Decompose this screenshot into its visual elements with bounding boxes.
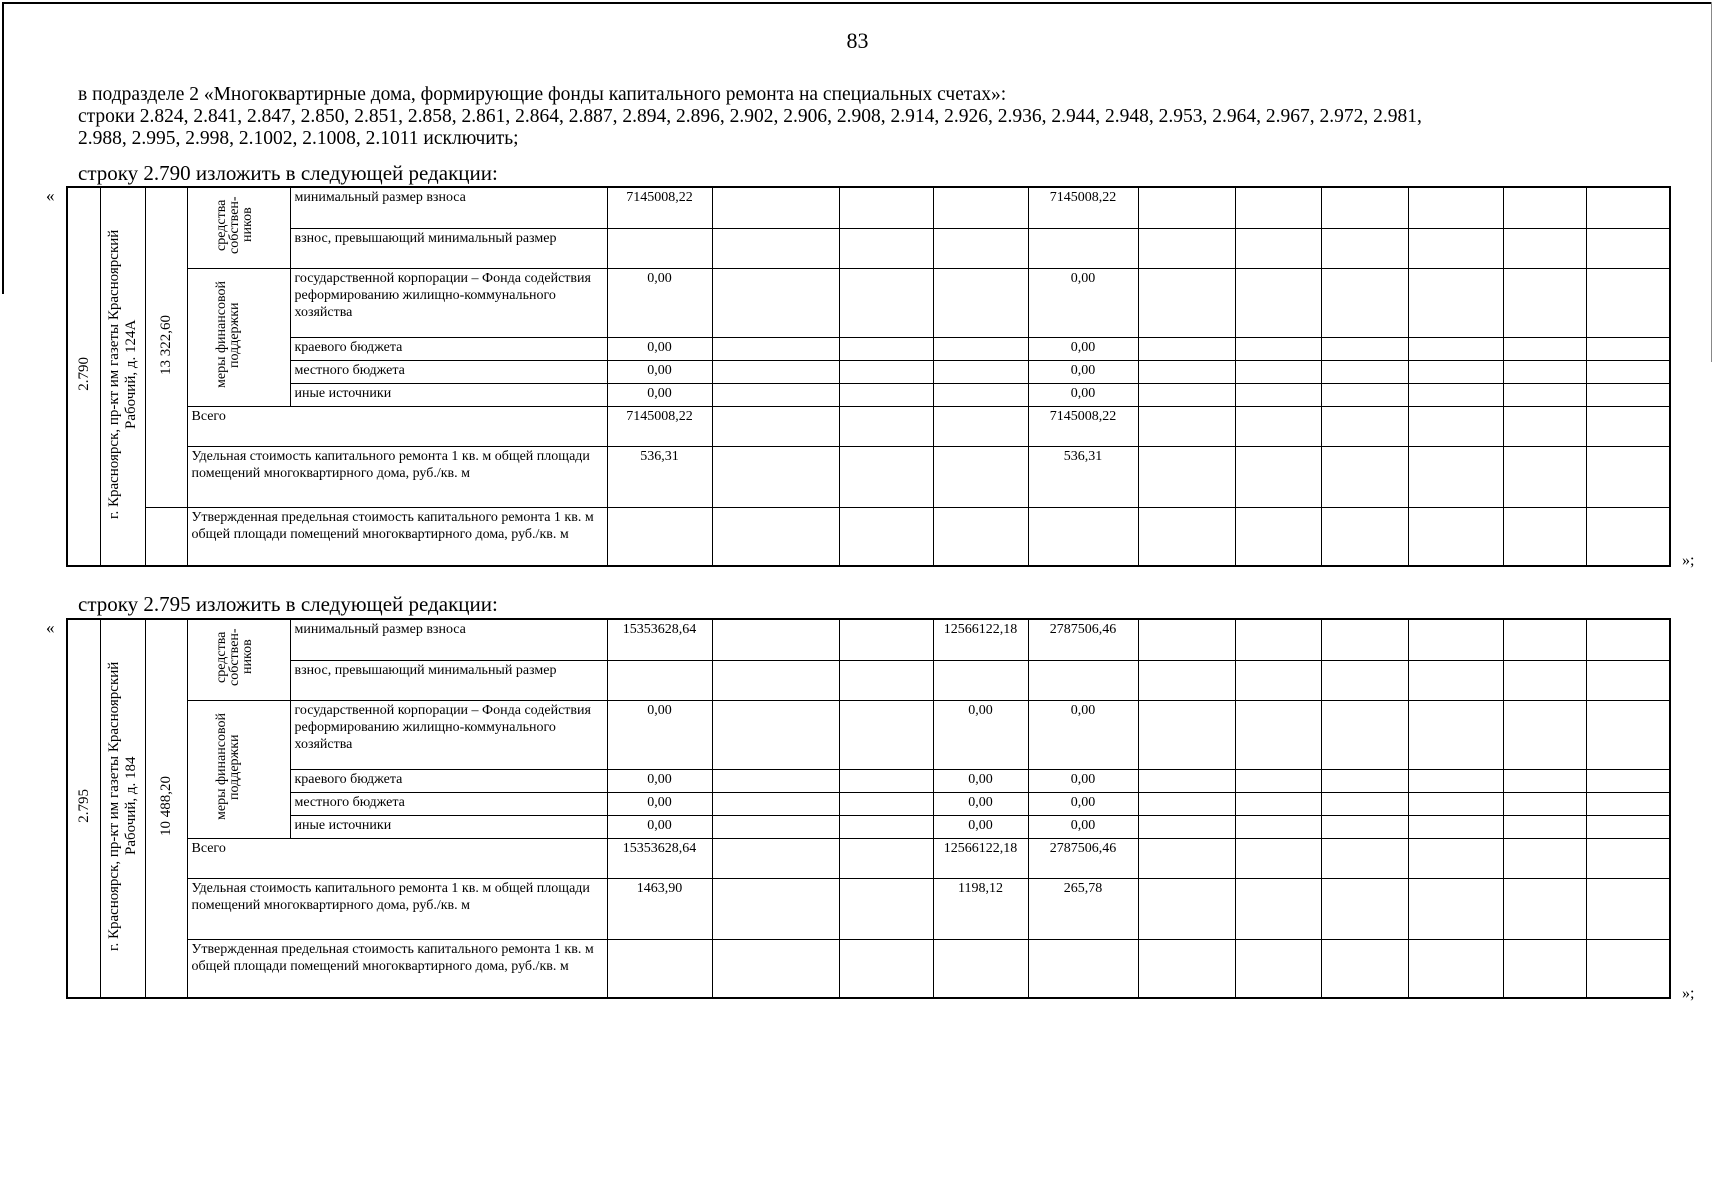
value-cell: 536,31 — [607, 446, 712, 507]
empty-cell — [1321, 228, 1408, 268]
empty-cell — [1586, 769, 1670, 792]
empty-cell — [1235, 815, 1321, 838]
value-cell — [712, 660, 839, 700]
row-number: 2.795 — [75, 789, 92, 823]
empty-cell — [1586, 337, 1670, 360]
label-unit-cost: Удельная стоимость капитального ремонта 1 кв. м общей площади помещений многоквартирного дома, руб./кв. м — [187, 446, 607, 507]
page-frame-top — [2, 2, 1712, 4]
empty-cell — [1321, 792, 1408, 815]
value-cell — [607, 228, 712, 268]
value-cell — [839, 383, 933, 406]
quote-open: « — [46, 186, 55, 205]
value-cell: 7145008,22 — [607, 187, 712, 228]
group-own-label: средства собствен-ников — [213, 628, 255, 687]
label-regional: краевого бюджета — [290, 337, 607, 360]
value-cell — [839, 700, 933, 769]
address-cell — [100, 187, 145, 566]
value-cell: 0,00 — [607, 769, 712, 792]
empty-cell — [1586, 939, 1670, 998]
label-min-payment: минимальный размер взноса — [290, 619, 607, 660]
value-cell: 15353628,64 — [607, 838, 712, 878]
value-cell: 0,00 — [933, 769, 1028, 792]
intro-line-2: строки 2.824, 2.841, 2.847, 2.850, 2.851, 2.858, 2.861, 2.864, 2.887, 2.894, 2.896, 2.902, 2.906, 2.908, 2.914, 2.926, 2.936, 2.944, 2.948, 2.953, 2.964, 2.967, 2.972, 2.981, — [78, 106, 1422, 127]
value-cell — [712, 228, 839, 268]
empty-cell — [1586, 700, 1670, 769]
empty-cell — [1321, 360, 1408, 383]
empty-cell — [1138, 815, 1235, 838]
value-cell — [712, 700, 839, 769]
value-cell — [933, 660, 1028, 700]
value-cell — [933, 187, 1028, 228]
label-regional: краевого бюджета — [290, 769, 607, 792]
empty-cell — [1138, 838, 1235, 878]
empty-cell — [1586, 878, 1670, 939]
label-unit-cost: Удельная стоимость капитального ремонта 1 кв. м общей площади помещений многоквартирного дома, руб./кв. м — [187, 878, 607, 939]
address-cell — [100, 619, 145, 998]
value-cell — [712, 360, 839, 383]
group-support-cell — [187, 700, 290, 838]
empty-cell — [1503, 792, 1586, 815]
value-cell: 0,00 — [1028, 360, 1138, 383]
page-number: 83 — [846, 28, 869, 53]
empty-cell — [1408, 939, 1503, 998]
value-cell — [712, 619, 839, 660]
area: 10 488,20 — [158, 776, 174, 836]
value-cell: 0,00 — [1028, 383, 1138, 406]
value-cell — [933, 337, 1028, 360]
empty-cell — [1321, 700, 1408, 769]
empty-cell — [1586, 815, 1670, 838]
empty-cell — [1503, 769, 1586, 792]
value-cell — [607, 939, 712, 998]
empty-cell — [1503, 383, 1586, 406]
value-cell — [839, 268, 933, 337]
empty-cell — [1503, 360, 1586, 383]
label-fund: государственной корпорации – Фонда содействия реформированию жилищно-коммунального хозяйства — [290, 700, 607, 769]
group-own-label: средства собствен-ников — [213, 196, 255, 255]
value-cell — [839, 939, 933, 998]
value-cell — [839, 815, 933, 838]
empty-cell — [1408, 700, 1503, 769]
empty-cell — [1321, 187, 1408, 228]
label-min-payment: минимальный размер взноса — [290, 187, 607, 228]
value-cell: 0,00 — [607, 792, 712, 815]
empty-cell — [1503, 619, 1586, 660]
value-cell — [712, 792, 839, 815]
row-table — [66, 186, 1671, 567]
empty-cell — [1408, 228, 1503, 268]
empty-cell — [1138, 383, 1235, 406]
empty-cell — [1408, 507, 1503, 566]
value-cell: 0,00 — [607, 268, 712, 337]
empty-cell — [1138, 337, 1235, 360]
quote-open: « — [46, 618, 55, 637]
empty-cell — [1503, 838, 1586, 878]
empty-cell — [1408, 268, 1503, 337]
empty-cell — [1138, 187, 1235, 228]
label-max-cost: Утвержденная предельная стоимость капитального ремонта 1 кв. м общей площади помещений многоквартирного дома, руб./кв. м — [187, 507, 607, 566]
value-cell: 0,00 — [933, 815, 1028, 838]
empty-cell — [1321, 406, 1408, 446]
empty-cell — [1138, 228, 1235, 268]
empty-cell — [1235, 939, 1321, 998]
value-cell — [712, 769, 839, 792]
value-cell — [607, 660, 712, 700]
value-cell: 2787506,46 — [1028, 619, 1138, 660]
empty-cell — [1235, 446, 1321, 507]
empty-cell — [1586, 406, 1670, 446]
empty-cell — [1586, 446, 1670, 507]
value-cell — [1028, 939, 1138, 998]
empty-cell — [1586, 228, 1670, 268]
empty-cell — [1408, 619, 1503, 660]
value-cell: 7145008,22 — [1028, 406, 1138, 446]
empty-cell — [1235, 360, 1321, 383]
intro-line-3: 2.988, 2.995, 2.998, 2.1002, 2.1008, 2.1011 исключить; — [78, 128, 519, 149]
intro-text — [78, 84, 1688, 150]
empty-cell — [1138, 406, 1235, 446]
value-cell — [712, 838, 839, 878]
address: г. Красноярск, пр-кт им газеты Красноярский Рабочий, д. 184 — [105, 661, 139, 951]
label-fund: государственной корпорации – Фонда содействия реформированию жилищно-коммунального хозяйства — [290, 268, 607, 337]
value-cell — [712, 383, 839, 406]
value-cell — [712, 187, 839, 228]
value-cell — [839, 228, 933, 268]
value-cell: 0,00 — [607, 337, 712, 360]
empty-cell — [1321, 446, 1408, 507]
label-excess-payment: взнос, превышающий минимальный размер — [290, 228, 607, 268]
empty-cell — [1503, 660, 1586, 700]
empty-cell — [1321, 878, 1408, 939]
empty-cell — [1503, 700, 1586, 769]
value-cell: 0,00 — [1028, 792, 1138, 815]
label-other: иные источники — [290, 815, 607, 838]
row-table — [66, 618, 1671, 999]
value-cell: 0,00 — [607, 383, 712, 406]
value-cell — [712, 406, 839, 446]
empty-cell — [1138, 507, 1235, 566]
empty-cell — [1408, 337, 1503, 360]
value-cell — [1028, 660, 1138, 700]
group-support-label: меры финансовой поддержки — [213, 281, 242, 388]
empty-cell — [1586, 507, 1670, 566]
empty-cell — [1235, 268, 1321, 337]
row-number-cell — [67, 187, 100, 566]
empty-cell — [1138, 619, 1235, 660]
empty-cell — [1408, 769, 1503, 792]
value-cell — [933, 939, 1028, 998]
group-own-cell — [187, 619, 290, 700]
empty-cell — [145, 507, 187, 566]
empty-cell — [1138, 700, 1235, 769]
label-excess-payment: взнос, превышающий минимальный размер — [290, 660, 607, 700]
value-cell: 0,00 — [1028, 337, 1138, 360]
value-cell: 7145008,22 — [607, 406, 712, 446]
area-cell — [145, 619, 187, 998]
value-cell: 0,00 — [1028, 700, 1138, 769]
value-cell: 1463,90 — [607, 878, 712, 939]
group-own-cell — [187, 187, 290, 268]
empty-cell — [1138, 878, 1235, 939]
empty-cell — [1503, 337, 1586, 360]
empty-cell — [1586, 268, 1670, 337]
empty-cell — [1586, 838, 1670, 878]
label-max-cost: Утвержденная предельная стоимость капитального ремонта 1 кв. м общей площади помещений многоквартирного дома, руб./кв. м — [187, 939, 607, 998]
empty-cell — [1235, 337, 1321, 360]
empty-cell — [1586, 360, 1670, 383]
value-cell: 1198,12 — [933, 878, 1028, 939]
empty-cell — [1408, 383, 1503, 406]
empty-cell — [1586, 619, 1670, 660]
value-cell — [839, 792, 933, 815]
empty-cell — [1408, 187, 1503, 228]
label-other: иные источники — [290, 383, 607, 406]
value-cell — [839, 187, 933, 228]
empty-cell — [1138, 769, 1235, 792]
empty-cell — [1321, 838, 1408, 878]
value-cell: 15353628,64 — [607, 619, 712, 660]
value-cell — [1028, 228, 1138, 268]
value-cell: 0,00 — [933, 792, 1028, 815]
row-number: 2.790 — [75, 357, 92, 391]
value-cell — [712, 337, 839, 360]
value-cell — [607, 507, 712, 566]
empty-cell — [1235, 507, 1321, 566]
value-cell: 0,00 — [1028, 815, 1138, 838]
empty-cell — [1503, 878, 1586, 939]
value-cell: 0,00 — [607, 700, 712, 769]
empty-cell — [1408, 360, 1503, 383]
value-cell — [712, 507, 839, 566]
empty-cell — [1235, 792, 1321, 815]
value-cell — [933, 228, 1028, 268]
value-cell: 0,00 — [1028, 769, 1138, 792]
value-cell — [839, 878, 933, 939]
value-cell: 265,78 — [1028, 878, 1138, 939]
row-number-cell — [67, 619, 100, 998]
empty-cell — [1235, 878, 1321, 939]
empty-cell — [1138, 660, 1235, 700]
empty-cell — [1138, 792, 1235, 815]
value-cell: 536,31 — [1028, 446, 1138, 507]
empty-cell — [1586, 660, 1670, 700]
empty-cell — [1408, 446, 1503, 507]
empty-cell — [1503, 187, 1586, 228]
empty-cell — [1503, 939, 1586, 998]
value-cell — [712, 268, 839, 337]
area-cell — [145, 187, 187, 507]
empty-cell — [1235, 769, 1321, 792]
row-caption: строку 2.795 изложить в следующей редакции: — [78, 592, 498, 616]
empty-cell — [1235, 383, 1321, 406]
value-cell — [933, 406, 1028, 446]
empty-cell — [1138, 939, 1235, 998]
empty-cell — [1235, 187, 1321, 228]
empty-cell — [1235, 838, 1321, 878]
value-cell — [839, 337, 933, 360]
empty-cell — [1321, 815, 1408, 838]
value-cell — [839, 660, 933, 700]
value-cell — [933, 446, 1028, 507]
value-cell: 0,00 — [933, 700, 1028, 769]
value-cell — [712, 939, 839, 998]
value-cell — [839, 619, 933, 660]
value-cell — [933, 360, 1028, 383]
empty-cell — [1321, 619, 1408, 660]
empty-cell — [1408, 406, 1503, 446]
empty-cell — [1321, 383, 1408, 406]
intro-line-1: в подразделе 2 «Многоквартирные дома, формирующие фонды капитального ремонта на специальных счетах»: — [78, 84, 1007, 105]
empty-cell — [1503, 406, 1586, 446]
empty-cell — [1321, 769, 1408, 792]
value-cell: 12566122,18 — [933, 838, 1028, 878]
label-total: Всего — [187, 406, 607, 446]
empty-cell — [1235, 228, 1321, 268]
empty-cell — [1408, 815, 1503, 838]
value-cell: 7145008,22 — [1028, 187, 1138, 228]
page-frame-right — [1711, 2, 1712, 362]
value-cell — [839, 507, 933, 566]
empty-cell — [1503, 815, 1586, 838]
empty-cell — [1503, 507, 1586, 566]
empty-cell — [1235, 619, 1321, 660]
empty-cell — [1503, 446, 1586, 507]
empty-cell — [1321, 337, 1408, 360]
label-local: местного бюджета — [290, 360, 607, 383]
empty-cell — [1586, 187, 1670, 228]
value-cell — [712, 815, 839, 838]
area: 13 322,60 — [158, 314, 174, 375]
empty-cell — [1321, 268, 1408, 337]
value-cell — [839, 446, 933, 507]
quote-close: »; — [1682, 552, 1695, 569]
value-cell — [712, 446, 839, 507]
empty-cell — [1138, 268, 1235, 337]
value-cell — [839, 360, 933, 383]
value-cell: 12566122,18 — [933, 619, 1028, 660]
value-cell: 0,00 — [607, 815, 712, 838]
empty-cell — [1408, 660, 1503, 700]
empty-cell — [1586, 383, 1670, 406]
value-cell — [839, 406, 933, 446]
empty-cell — [1408, 838, 1503, 878]
address: г. Красноярск, пр-кт им газеты Красноярский Рабочий, д. 124А — [105, 229, 139, 519]
value-cell — [933, 383, 1028, 406]
empty-cell — [1321, 660, 1408, 700]
empty-cell — [1408, 878, 1503, 939]
empty-cell — [1235, 700, 1321, 769]
empty-cell — [1138, 360, 1235, 383]
quote-close: »; — [1682, 985, 1695, 1002]
value-cell — [839, 838, 933, 878]
empty-cell — [1321, 507, 1408, 566]
value-cell — [839, 769, 933, 792]
group-support-cell — [187, 268, 290, 406]
empty-cell — [1138, 446, 1235, 507]
value-cell — [933, 268, 1028, 337]
value-cell: 2787506,46 — [1028, 838, 1138, 878]
group-support-label: меры финансовой поддержки — [213, 713, 242, 820]
row-caption: строку 2.790 изложить в следующей редакции: — [78, 161, 498, 185]
empty-cell — [1503, 268, 1586, 337]
value-cell — [1028, 507, 1138, 566]
empty-cell — [1235, 406, 1321, 446]
value-cell: 0,00 — [1028, 268, 1138, 337]
empty-cell — [1408, 792, 1503, 815]
empty-cell — [1235, 660, 1321, 700]
empty-cell — [1586, 792, 1670, 815]
value-cell: 0,00 — [607, 360, 712, 383]
label-local: местного бюджета — [290, 792, 607, 815]
empty-cell — [1503, 228, 1586, 268]
value-cell — [933, 507, 1028, 566]
value-cell — [712, 878, 839, 939]
label-total: Всего — [187, 838, 607, 878]
empty-cell — [1321, 939, 1408, 998]
